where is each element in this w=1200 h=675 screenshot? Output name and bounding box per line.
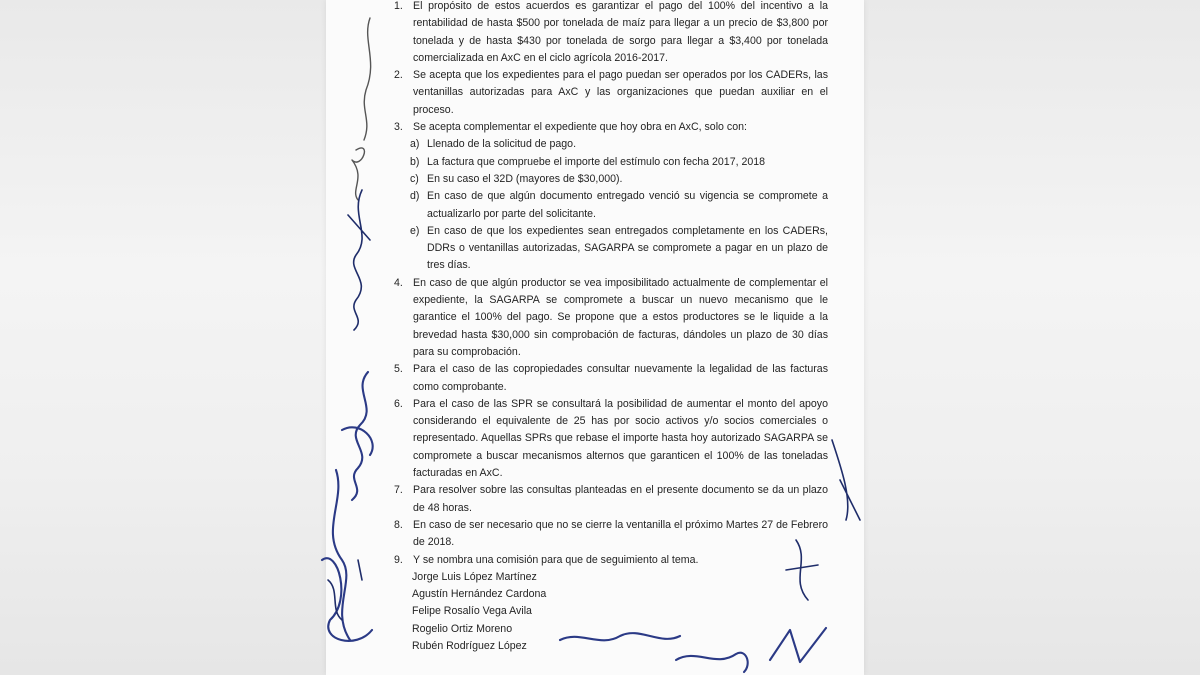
item-text: Se acepta complementar el expediente que hoy obra en AxC, solo con: <box>413 121 747 134</box>
subitem-letter: d) <box>410 190 420 203</box>
agreement-item-3 <box>326 119 864 136</box>
item-number: 1. <box>394 0 403 12</box>
item-text: Para resolver sobre las consultas planteadas en el presente documento se da un plazo de 48 horas. <box>413 484 828 514</box>
agreement-item-9 <box>326 552 864 569</box>
item-text: Para el caso de las SPR se consultará la posibilidad de aumentar el monto del apoyo considerando el equivalente de 25 has por socio activos y/o socios comerciales o representado. Aquellas SPRs que rebase el importe hasta hoy autorizado SAGARPA se compromete a buscar mecanismos alternos que garanticen el 100% de las toneladas facturadas en AxC. <box>413 397 828 480</box>
agreement-item-2 <box>326 67 864 119</box>
commission-member: Rogelio Ortiz Moreno <box>412 622 513 635</box>
item-number: 6. <box>394 397 403 410</box>
blurred-background-right <box>864 0 1200 675</box>
subitem-c <box>326 171 864 188</box>
agreement-item-1 <box>326 0 864 67</box>
subitem-letter: a) <box>410 138 420 151</box>
subitem-text: En caso de que los expedientes sean entregados completamente en los CADERs, DDRs o ventanillas autorizadas, SAGARPA se compromete a pagar en un plazo de tres días. <box>427 224 828 272</box>
subitem-text: En su caso el 32D (mayores de $30,000). <box>427 172 623 185</box>
item-number: 8. <box>394 518 403 531</box>
item-text: El propósito de estos acuerdos es garantizar el pago del 100% del incentivo a la rentabilidad de hasta $500 por tonelada de maíz para llegar a un precio de $3,800 por tonelada y de hasta $430 por tonelada de sorgo para llegar a $3,400 por tonelada comercializada en AxC en el ciclo agrícola 2016-2017. <box>413 0 828 64</box>
subitem-text: En caso de que algún documento entregado venció su vigencia se compromete a actualizarlo por parte del solicitante. <box>427 190 828 220</box>
commission-member: Agustín Hernández Cardona <box>412 588 547 601</box>
agreement-item-8 <box>326 517 864 552</box>
agreement-item-7 <box>326 482 864 517</box>
subitem-text: Llenado de la solicitud de pago. <box>427 138 577 151</box>
blurred-background-left <box>0 0 326 675</box>
item-number: 7. <box>394 484 403 497</box>
subitem-b <box>326 154 864 171</box>
subitem-a <box>326 136 864 153</box>
item-number: 5. <box>394 363 403 376</box>
item-number: 2. <box>394 69 403 82</box>
agreement-item-5 <box>326 361 864 396</box>
item-text: Y se nombra una comisión para que de seguimiento al tema. <box>413 553 699 566</box>
item-text: En caso de ser necesario que no se cierre la ventanilla el próximo Martes 27 de Febrero de 2018. <box>413 518 828 549</box>
commission-member: Rubén Rodríguez López <box>412 639 527 652</box>
agreement-text <box>326 0 864 655</box>
subitem-e <box>326 223 864 275</box>
agreement-item-6 <box>326 396 864 482</box>
commission-member: Felipe Rosalío Vega Avila <box>412 605 532 618</box>
item-text: Para el caso de las copropiedades consultar nuevamente la legalidad de las facturas como comprobante. <box>413 363 828 393</box>
document-page <box>326 0 864 675</box>
subitem-letter: c) <box>410 172 419 185</box>
item-text: Se acepta que los expedientes para el pago puedan ser operados por los CADERs, las ventanillas autorizadas para AxC y las organizaciones que puedan auxiliar en el proceso. <box>413 69 828 116</box>
subitem-d <box>326 188 864 223</box>
subitem-letter: b) <box>410 155 420 168</box>
commission-list <box>326 569 864 655</box>
item-number: 4. <box>394 276 403 289</box>
subitem-text: La factura que compruebe el importe del estímulo con fecha 2017, 2018 <box>427 155 766 168</box>
item-number: 3. <box>394 121 403 134</box>
agreement-item-4 <box>326 275 864 361</box>
item-text: En caso de que algún productor se vea imposibilitado actualmente de complementar el expediente, la SAGARPA se compromete a buscar un nuevo mecanismo que le garantice el 100% del pago. Se propone que a estos productores se le liquide a la brevedad hasta $30,000 sin comprobación de facturas, dándoles un plazo de 30 días para su comprobación. <box>413 276 828 358</box>
item-number: 9. <box>394 553 403 566</box>
subitem-letter: e) <box>410 224 420 237</box>
commission-member: Jorge Luis López Martínez <box>412 570 537 583</box>
